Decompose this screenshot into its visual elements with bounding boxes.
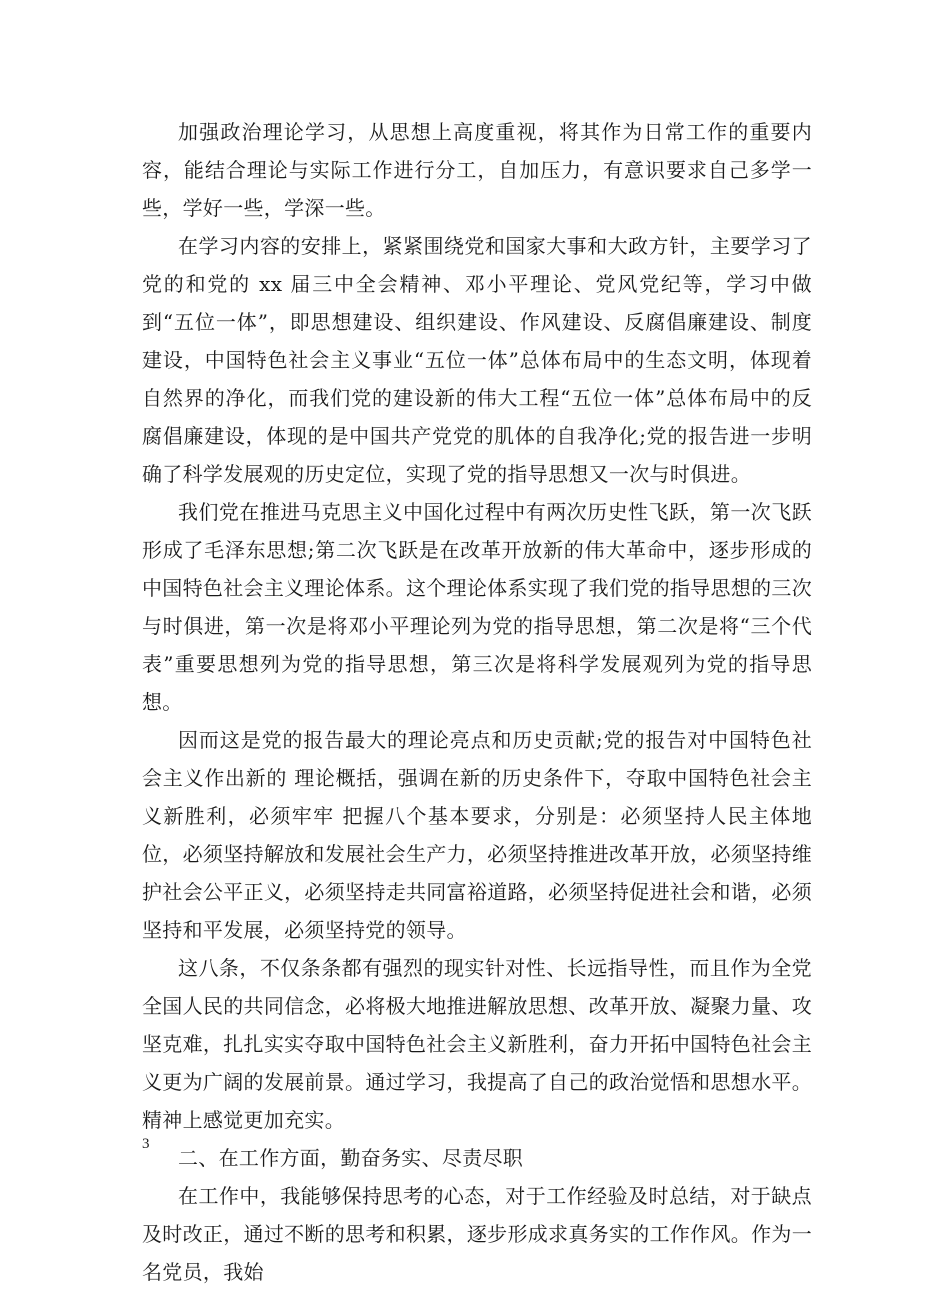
body-text	[142, 113, 812, 1291]
page-number: 3	[142, 1136, 150, 1152]
paragraph-study-content: 在学习内容的安排上，紧紧围绕党和国家大事和大政方针，主要学习了党的和党的 xx 届三中全会精神、邓小平理论、党风党纪等，学习中做到“五位一体”，即思想建设、组织建设、作风建设、反腐倡廉建设、制度建设，中国特色社会主义事业“五位一体”总体布局中的生态文明，体现着自然界的净化，而我们党的建设新的伟大工程“五位一体”总体布局中的反腐倡廉建设，体现的是中国共产党党的肌体的自我净化;党的报告进一步明确了科学发展观的历史定位，实现了党的指导思想又一次与时俱进。	[142, 234, 812, 486]
paragraph-theory-highlight: 因而这是党的报告最大的理论亮点和历史贡献;党的报告对中国特色社会主义作出新的 理论概括，强调在新的历史条件下，夺取中国特色社会主义新胜利，必须牢牢 把握八个基本要求，分别是：必须坚持人民主体地位，必须坚持解放和发展社会生产力，必须坚持推进改革开放，必须坚持维护社会公平正义，必须坚持走共同富裕道路，必须坚持促进社会和谐，必须坚持和平发展，必须坚持党的领导。	[142, 728, 812, 942]
section-heading-work: 二、在工作方面，勤奋务实、尽责尽职	[178, 1146, 524, 1170]
paragraph-political-study: 加强政治理论学习，从思想上高度重视，将其作为日常工作的重要内容，能结合理论与实际工作进行分工，自加压力，有意识要求自己多学一些，学好一些，学深一些。	[142, 120, 812, 220]
paragraph-historic-leaps: 我们党在推进马克思主义中国化过程中有两次历史性飞跃，第一次飞跃形成了毛泽东思想;第二次飞跃是在改革开放新的伟大革命中，逐步形成的中国特色社会主义理论体系。这个理论体系实现了我们党的指导思想的三次与时俱进，第一次是将邓小平理论列为党的指导思想，第二次是将“三个代表”重要思想列为党的指导思想，第三次是将科学发展观列为党的指导思想。	[142, 500, 812, 714]
paragraph-work-attitude: 在工作中，我能够保持思考的心态，对于工作经验及时总结，对于缺点及时改正，通过不断的思考和积累，逐步形成求真务实的工作作风。作为一名党员，我始	[142, 1184, 812, 1284]
paragraph-eight-requirements: 这八条，不仅条条都有强烈的现实针对性、长远指导性，而且作为全党全国人民的共同信念，必将极大地推进解放思想、改革开放、凝聚力量、攻坚克难，扎扎实实夺取中国特色社会主义新胜利，奋力开拓中国特色社会主义更为广阔的发展前景。通过学习，我提高了自己的政治觉悟和思想水平。精神上感觉更加充实。	[142, 956, 812, 1132]
